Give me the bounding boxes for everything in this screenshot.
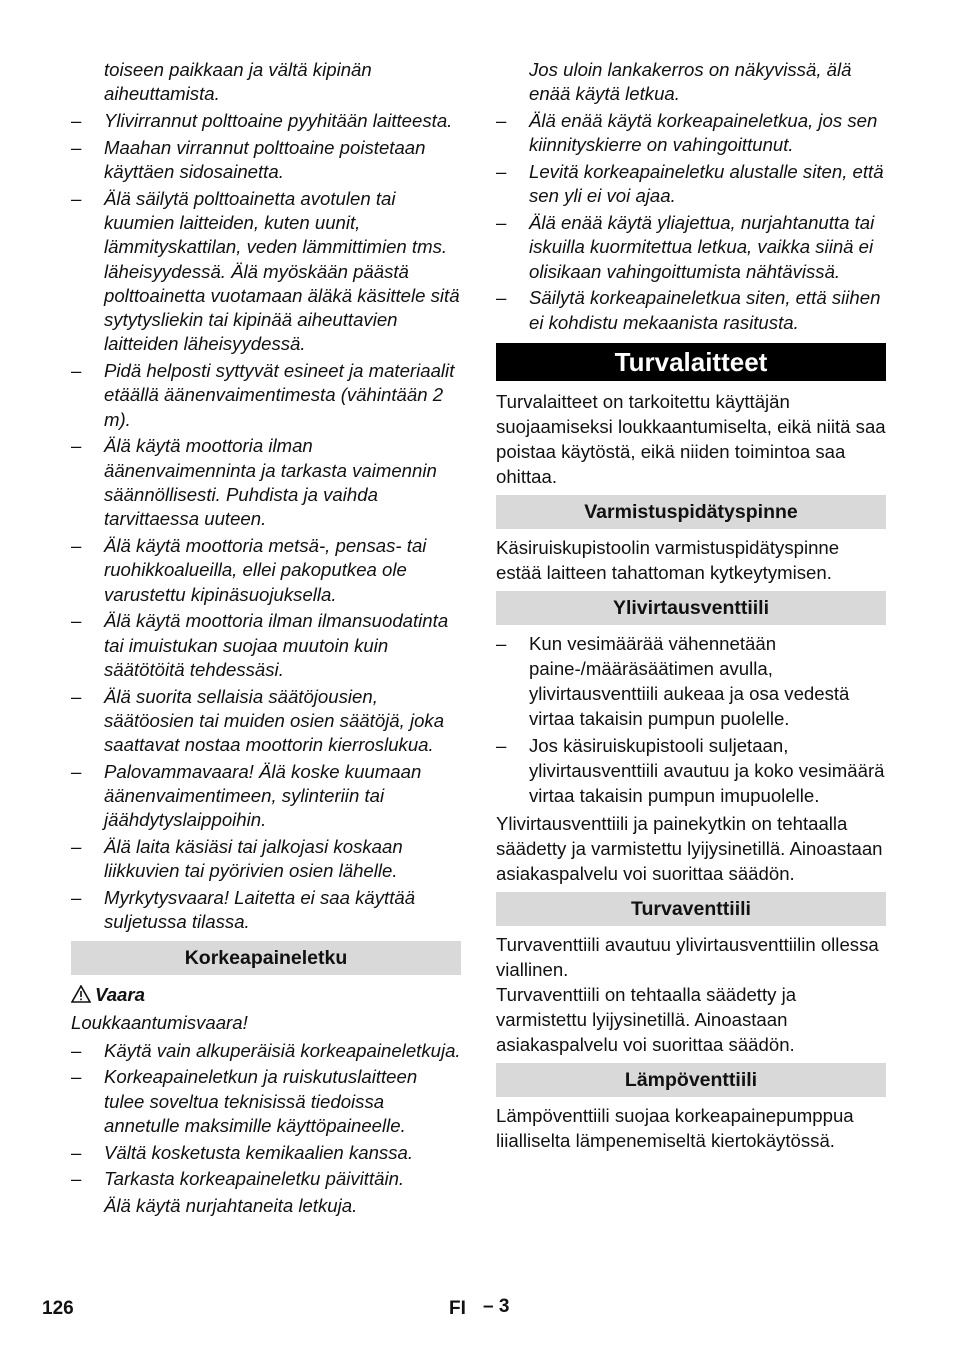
- list-item-text: Pidä helposti syttyvät esineet ja materiaalit etäällä äänenvaimentimesta (vähintään 2 m).: [104, 360, 455, 430]
- right-column: [496, 58, 886, 1157]
- list-item-text: Tarkasta korkeapaineletku päivittäin.: [104, 1168, 405, 1190]
- lock-text: Käsiruiskupistoolin varmistuspidätyspinne estää laitteen tahattoman kytkeytymisen.: [496, 536, 840, 583]
- list-dash: –: [71, 836, 82, 858]
- list-item-text: Levitä korkeapaineletku alustalle siten, että sen yli ei voi ajaa.: [529, 160, 884, 207]
- section-page: – 3: [483, 1296, 510, 1317]
- list-item-text: Älä käytä moottoria metsä-, pensas- tai ruohikkoalueilla, ellei pakoputkea ole varustettu kipinäsuojuksella.: [104, 534, 427, 605]
- continuation-text: Jos uloin lankakerros on näkyvissä, älä enää käytä letkua.: [529, 59, 852, 105]
- list-item: [71, 886, 461, 935]
- list-dash: –: [496, 211, 507, 233]
- list-item: [496, 286, 886, 335]
- left-column: [71, 58, 461, 1221]
- list-dash: –: [71, 610, 82, 632]
- list-item-text: Älä enää käytä korkeapaineletkua, jos sen kiinnityskierre on vahingoittunut.: [529, 109, 878, 156]
- list-dash: –: [71, 1141, 82, 1163]
- safety-text-1: Turvaventtiili avautuu ylivirtausventtiilin ollessa viallinen.: [496, 933, 879, 980]
- list-item: [71, 434, 461, 531]
- list-item: [71, 109, 461, 133]
- intro-text: Turvalaitteet on tarkoitettu käyttäjän suojaamiseksi loukkaantumiselta, eikä niitä saa poistaa käytöstä, eikä niiden toimintoa saa ohittaa.: [496, 390, 886, 487]
- list-item-text: Jos käsiruiskupistooli suljetaan, ylivirtausventtiili avautuu ja koko vesimäärä virtaa takaisin pumpun imupuolelle.: [529, 735, 885, 807]
- list-item: [71, 609, 461, 682]
- list-item-text: Älä käytä moottoria ilman ilmansuodatinta tai imuistukan suojaa muutoin kuin säätötöitä tehdessäsi.: [104, 610, 449, 680]
- list-dash: –: [71, 109, 82, 131]
- list-dash: –: [71, 887, 82, 909]
- list-item: [496, 211, 886, 284]
- list-item: [71, 760, 461, 833]
- list-item-text: Maahan virrannut polttoaine poistetaan käyttäen sidosainetta.: [104, 136, 426, 182]
- list-item-text: Kun vesimäärää vähennetään paine-/määräsäätimen avulla, ylivirtausventtiili aukeaa ja osa vedestä virtaa takaisin pumpun puolelle.: [529, 632, 850, 729]
- list-dash: –: [71, 136, 82, 158]
- list-item: [496, 109, 886, 158]
- language-code: FI: [449, 1298, 466, 1319]
- list-item: [71, 1141, 461, 1165]
- list-dash: –: [496, 287, 507, 309]
- list-item-text: Vältä kosketusta kemikaalien kanssa.: [104, 1141, 414, 1163]
- list-item: [496, 733, 886, 808]
- thermal-text: Lämpöventtiili suojaa korkeapainepumppua liialliselta lämpenemiseltä kiertokäytössä.: [496, 1104, 854, 1151]
- list-dash: –: [71, 760, 82, 782]
- list-item: [71, 359, 461, 432]
- list-item: [496, 631, 886, 731]
- page-number: 126: [42, 1298, 74, 1319]
- list-item-text: Älä laita käsiäsi tai jalkojasi koskaan liikkuvien tai pyörivien osien lähelle.: [104, 836, 403, 882]
- list-dash: –: [71, 1066, 82, 1088]
- safety-text-2: Turvaventtiili on tehtaalla säädetty ja varmistettu lyijysinetillä. Ainoastaan asiakaspalvelu voi suorittaa säädön.: [496, 983, 797, 1055]
- bullet-list: [71, 58, 461, 935]
- list-item: [71, 1039, 461, 1063]
- hose-continuation: Älä käytä nurjahtaneita letkuja.: [104, 1195, 358, 1217]
- list-item: [71, 58, 461, 107]
- list-dash: –: [71, 360, 82, 382]
- list-dash: –: [496, 109, 507, 131]
- list-dash: –: [496, 160, 507, 182]
- warning-triangle-icon: [71, 985, 91, 1003]
- list-item-text: Käytä vain alkuperäisiä korkeapaineletkuja.: [104, 1039, 461, 1061]
- warning-text: Loukkaantumisvaara!: [71, 1011, 248, 1033]
- list-item: [71, 835, 461, 884]
- list-item-text: Korkeapaineletkun ja ruiskutuslaitteen tulee soveltua teknisissä tiedoissa annetulle maksimille käyttöpaineelle.: [104, 1066, 418, 1136]
- main-heading: Turvalaitteet: [496, 343, 886, 381]
- list-item-text: Älä enää käytä yliajettua, nurjahtanutta tai iskuilla kuormitettua letkua, vaikka siinä ei olisikaan vahingoittumista nähtävissä.: [529, 211, 875, 282]
- list-dash: –: [71, 1168, 82, 1190]
- section-heading-safety: Turvaventtiili: [496, 892, 886, 926]
- section-heading-hose: Korkeapaineletku: [71, 941, 461, 975]
- list-dash: –: [71, 187, 82, 209]
- warning-label: [71, 983, 461, 1007]
- list-dash: –: [71, 435, 82, 457]
- list-item: [71, 1065, 461, 1138]
- list-dash: –: [496, 632, 507, 654]
- list-item-text: toiseen paikkaan ja vältä kipinän aiheuttamista.: [104, 59, 372, 105]
- list-dash: –: [71, 1039, 82, 1061]
- list-item-text: Säilytä korkeapaineletkua siten, että siihen ei kohdistu mekaanista rasitusta.: [529, 287, 881, 333]
- list-item: [71, 136, 461, 185]
- list-dash: –: [71, 685, 82, 707]
- section-heading-overflow: Ylivirtausventtiili: [496, 591, 886, 625]
- list-item: [71, 685, 461, 758]
- list-item-text: Myrkytysvaara! Laitetta ei saa käyttää suljetussa tilassa.: [104, 887, 416, 933]
- warning-label-text: Vaara: [95, 983, 145, 1005]
- list-item-text: Ylivirrannut polttoaine pyyhitään laitteesta.: [104, 109, 453, 131]
- list-item-text: Älä suorita sellaisia säätöjousien, säätöosien tai muiden osien säätöjä, joka saattavat nostaa moottorin kierroslukua.: [104, 685, 445, 756]
- section-heading-lock: Varmistuspidätyspinne: [496, 495, 886, 529]
- list-item-text: Palovammavaara! Älä koske kuumaan äänenvaimentimeen, sylinteriin tai jäähdytyslaippoihin.: [104, 760, 422, 831]
- bullet-list: [496, 109, 886, 335]
- list-item-text: Älä säilytä polttoainetta avotulen tai kuumien laitteiden, kuten uunit, lämmityskattilan, veden lämmittimien tms. läheisyydessä. Älä myöskään päästä polttoainetta vuotamaan äläkä käsittele sitä sytytysliekin tai kipinää aiheuttavien laitteiden läheisyydessä.: [104, 187, 460, 355]
- section-heading-thermal: Lämpöventtiili: [496, 1063, 886, 1097]
- list-item: [71, 187, 461, 357]
- list-item: [71, 1167, 461, 1191]
- bullet-list: [71, 1039, 461, 1192]
- list-dash: –: [71, 534, 82, 556]
- list-item-text: Älä käytä moottoria ilman äänenvaimenninta ja tarkasta vaimennin säännöllisesti. Puhdista ja vaihda tarvittaessa uuteen.: [104, 435, 437, 530]
- list-item: [71, 534, 461, 607]
- bullet-list: [496, 631, 886, 808]
- overflow-text: Ylivirtausventtiili ja painekytkin on tehtaalla säädetty ja varmistettu lyijysinetillä. Ainoastaan asiakaspalvelu voi suorittaa säädön.: [496, 812, 883, 884]
- list-item: [496, 160, 886, 209]
- list-dash: –: [496, 735, 507, 757]
